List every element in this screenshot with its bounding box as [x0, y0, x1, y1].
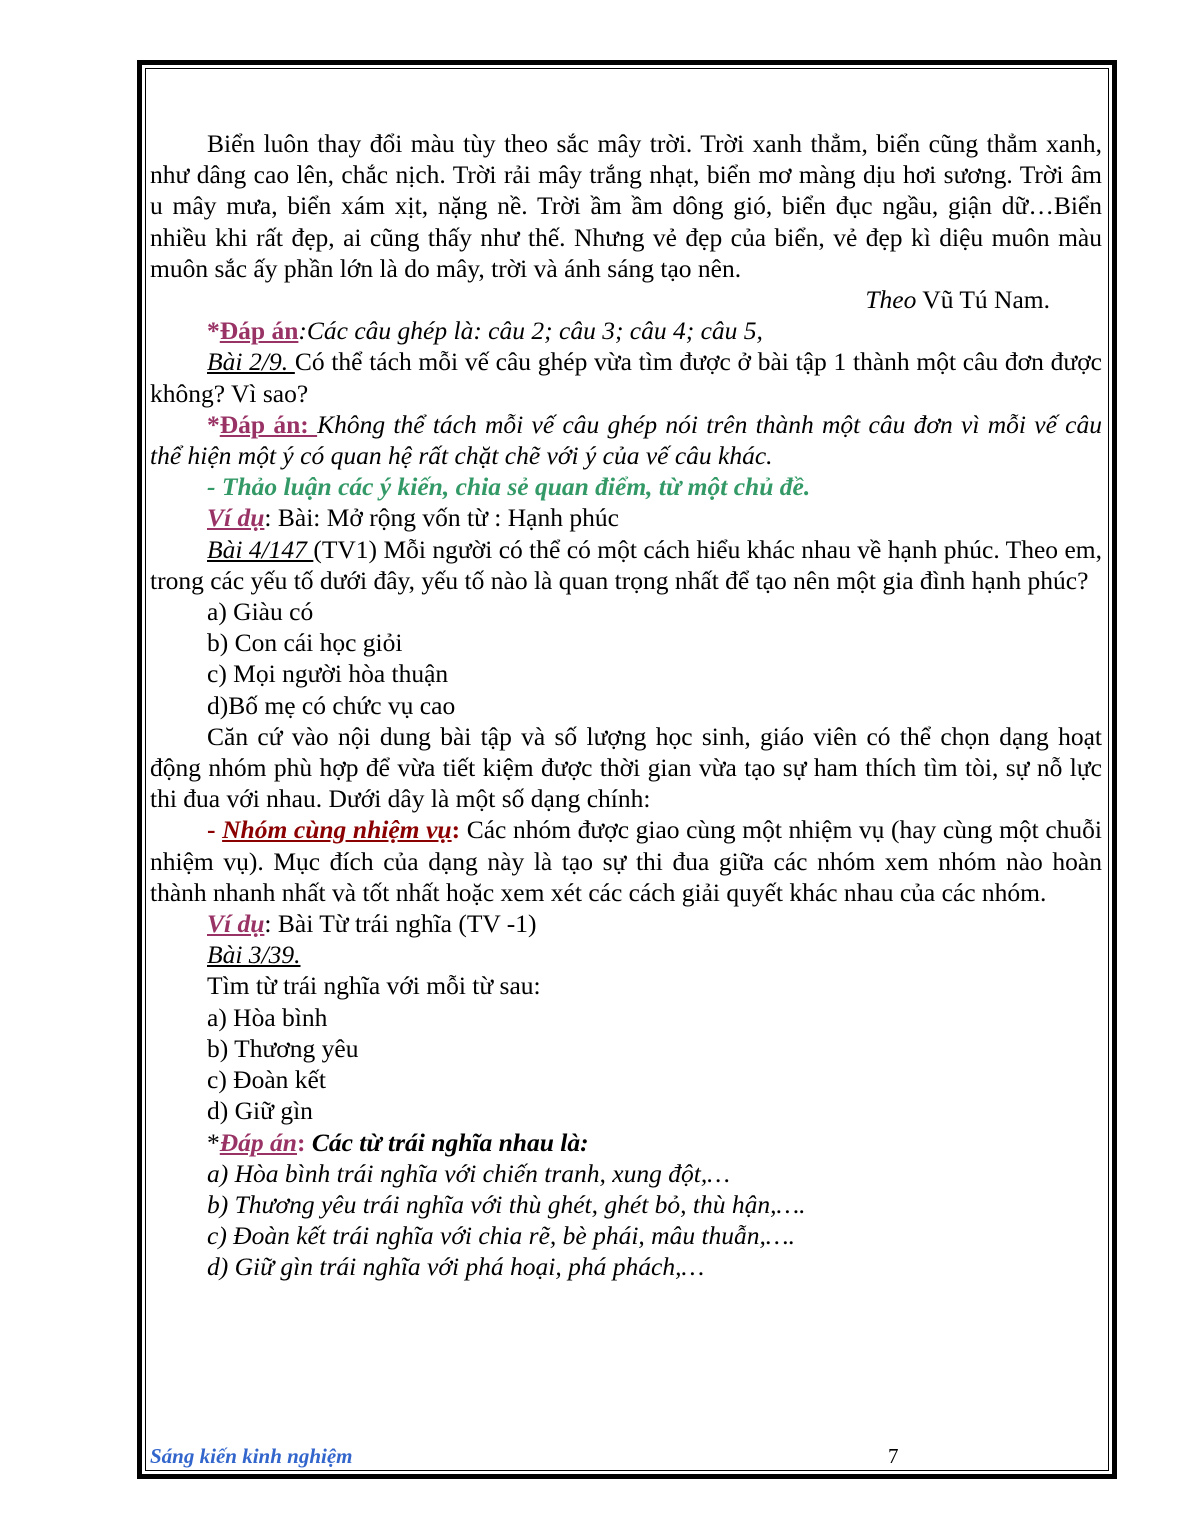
exercise-3-option: c) Đoàn kết	[207, 1065, 326, 1095]
exercise-4-text: (TV1) Mỗi người có thể có một cách hiểu khác nhau về hạnh phúc. Theo em, trong các yếu tố dưới đây, yếu tố nào là quan trọng nhất để tạo nên một gia đình hạnh phúc?	[150, 534, 1102, 595]
exercise-3-label: Bài 3/39.	[207, 940, 301, 970]
answer-3-colon: :	[296, 1127, 306, 1157]
passage-paragraph: Biển luôn thay đổi màu tùy theo sắc mây trời. Trời xanh thẳm, biển cũng thẳm xanh, như dâng cao lên, chắc nịch. Trời rải mây trắng nhạt, biển mơ màng dịu hơi sương. Trời âm u mây mưa, biển xám xịt, nặng nề. Trời ầm ầm dông gió, biển đục ngầu, giận dữ…Biển nhiều khi rất đẹp, ai cũng thấy như thế. Nhưng vẻ đẹp của biển, vẻ đẹp kì diệu muôn màu muôn sắc ấy phần lớn là do mây, trời và ánh sáng tạo nên.	[150, 129, 1102, 283]
source-theo: Theo	[865, 285, 917, 315]
exercise-3-option: b) Thương yêu	[207, 1033, 359, 1063]
exercise-3-prompt: Tìm từ trái nghĩa với mỗi từ sau:	[207, 971, 541, 1001]
answer-1-text: :Các câu ghép là: câu 2; câu 3; câu 4; câu 5,	[298, 316, 763, 346]
example-1-text: : Bài: Mở rộng vốn từ : Hạnh phúc	[264, 503, 619, 533]
answer-1-star: *	[207, 316, 220, 346]
group-same-task-dash: -	[207, 815, 223, 845]
answer-2-label: Đáp án:	[219, 409, 318, 439]
exercise-3-label-line	[150, 939, 1102, 970]
example-1	[150, 502, 1102, 533]
answer-1	[150, 315, 1102, 346]
answer-2-star: *	[207, 409, 220, 439]
answer-3-item: c) Đoàn kết trái nghĩa với chia rẽ, bè phái, mâu thuẫn,….	[207, 1221, 795, 1251]
answer-3-label: Đáp án	[219, 1127, 297, 1157]
example-2	[150, 908, 1102, 939]
answer-3	[150, 1127, 1102, 1158]
exercise-4-option: c) Mọi người hòa thuận	[207, 659, 449, 689]
answer-1-label: Đáp án	[219, 316, 299, 346]
document-body	[150, 128, 1102, 1283]
answer-3-item: a) Hòa bình trái nghĩa với chiến tranh, xung đột,…	[207, 1158, 730, 1188]
answer-3-star: *	[207, 1127, 220, 1157]
example-2-label: Ví dụ	[207, 909, 265, 939]
example-1-label: Ví dụ	[207, 503, 265, 533]
answer-3-item: b) Thương yêu trái nghĩa với thù ghét, ghét bỏ, thù hận,….	[207, 1189, 806, 1219]
group-same-task-colon: :	[451, 815, 461, 845]
answer-2-text: Không thể tách mỗi vế câu ghép nói trên thành một câu đơn vì mỗi vế câu thể hiện một ý có quan hệ rất chặt chẽ với ý của vế câu khác.	[150, 409, 1102, 471]
answer-3-item: d) Giữ gìn trái nghĩa với phá hoại, phá phách,…	[207, 1252, 705, 1282]
answer-2	[150, 409, 1102, 471]
answer-3-text: Các từ trái nghĩa nhau là:	[305, 1127, 589, 1157]
intro-groups: Căn cứ vào nội dung bài tập và số lượng học sinh, giáo viên có thể chọn dạng hoạt động nhóm phù hợp để vừa tiết kiệm được thời gian vừa tạo sự ham thích tìm tòi, sự nỗ lực thi đua với nhau. Dưới dây là một số dạng chính:	[150, 721, 1102, 814]
exercise-2	[150, 346, 1102, 408]
group-same-task-text: Các nhóm được giao cùng một nhiệm vụ (hay cùng một chuỗi nhiệm vụ). Mục đích của dạng này là tạo sự thi đua giữa các nhóm xem nhóm nào hoàn thành nhanh nhất và tốt nhất hoặc xem xét các cách giải quyết khác nhau của các nhóm.	[150, 815, 1102, 907]
exercise-3-option: a) Hòa bình	[207, 1002, 328, 1032]
exercise-4	[150, 534, 1102, 596]
group-same-task-label: Nhóm cùng nhiệm vụ	[222, 815, 452, 845]
page-number: 7	[888, 1444, 899, 1468]
passage-source	[150, 284, 1102, 315]
exercise-4-option: d)Bố mẹ có chức vụ cao	[207, 690, 456, 720]
example-2-text: : Bài Từ trái nghĩa (TV -1)	[264, 909, 537, 939]
group-same-task	[150, 814, 1102, 908]
exercise-4-label: Bài 4/147	[207, 534, 314, 564]
footer-title: Sáng kiến kinh nghiệm	[150, 1444, 353, 1468]
heading-discussion: - Thảo luận các ý kiến, chia sẻ quan điểm, từ một chủ đề.	[207, 472, 811, 502]
exercise-4-option: a) Giàu có	[207, 597, 314, 627]
exercise-2-text: Có thể tách mỗi vế câu ghép vừa tìm được ở bài tập 1 thành một câu đơn được không? Vì sao?	[150, 347, 1102, 408]
source-author: Vũ Tú Nam.	[916, 285, 1050, 315]
exercise-4-option: b) Con cái học giỏi	[207, 628, 403, 658]
exercise-2-label: Bài 2/9.	[207, 347, 295, 377]
exercise-3-option: d) Giữ gìn	[207, 1096, 313, 1126]
